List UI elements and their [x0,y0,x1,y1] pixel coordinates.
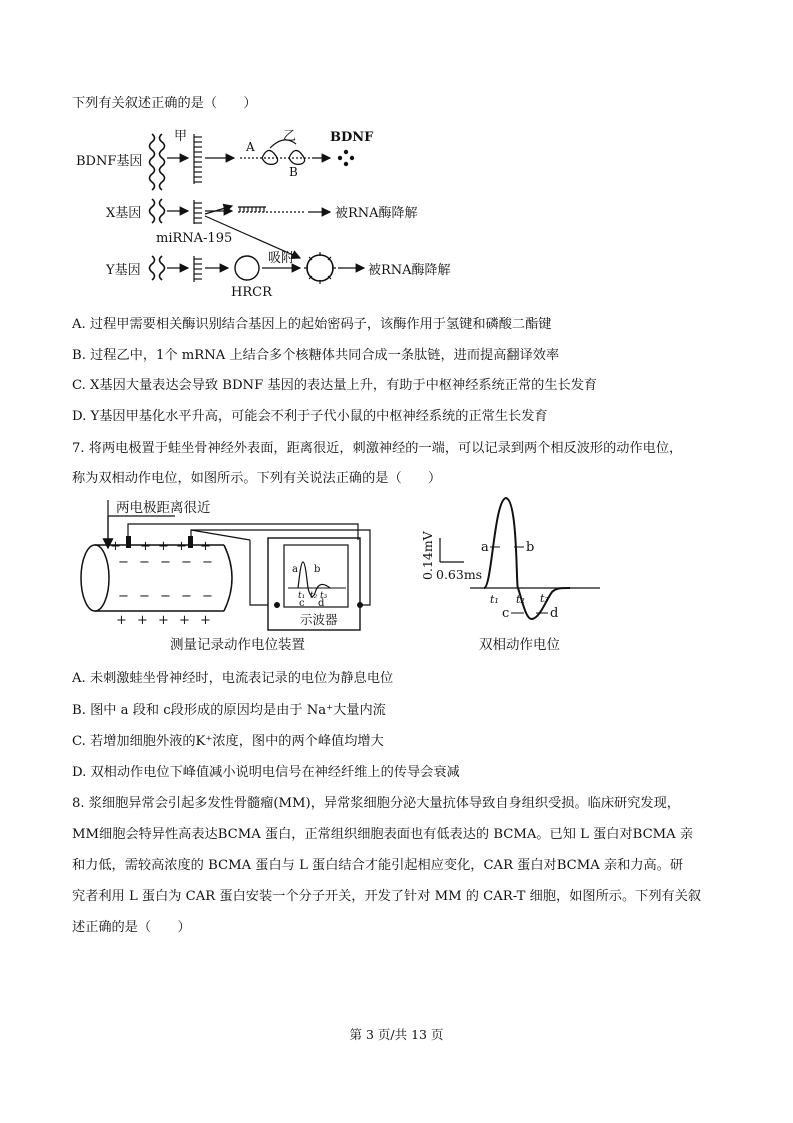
left-figure-caption: 测量记录动作电位装置 [170,637,305,653]
svg-text:+: + [110,539,121,554]
svg-text:t₂: t₂ [310,591,318,601]
q8-line-4: 究者利用 L 蛋白为 CAR 蛋白安装一个分子开关，开发了针对 MM 的 CAR-T 细胞，如图所示。下列有关叙 [72,889,702,904]
right-figure-caption: 双相动作电位 [479,637,560,653]
svg-text:+: + [200,613,211,628]
t3-label: t₃ [540,592,549,605]
svg-text:−: − [181,589,192,604]
phase-a-label: a [481,540,489,555]
x-gene-label: X基因 [106,206,142,221]
q8-line-1: 8. 浆细胞异常会引起多发性骨髓瘤(MM)，异常浆细胞分泌大量抗体导致自身组织受损。临床研究发现， [72,796,680,811]
phase-d-label: d [550,606,559,621]
scale-time-label: 0.63ms [436,567,483,582]
question-intro: 下列有关叙述正确的是（ ） [72,96,257,111]
phase-c-label: c [502,606,510,621]
svg-text:+: + [176,539,187,554]
svg-text:+: + [158,613,169,628]
q6-option-b: B. 过程乙中，1个 mRNA 上结合多个核糖体共同合成一条肽链，进而提高翻译效率 [72,348,560,363]
svg-text:−: − [160,589,171,604]
adsorb-label: 吸附 [268,251,295,266]
svg-text:−: − [202,589,213,604]
oscilloscope-label: 示波器 [300,612,338,627]
q8-line-2: MM细胞会特异性高表达BCMA 蛋白，正常组织细胞表面也有低表达的 BCMA。已知 L 蛋白对BCMA 亲 [72,827,694,842]
process-jia-label: 甲 [174,129,188,144]
q7-option-b: B. 图中 a 段和 c段形成的原因均是由于 Na⁺大量内流 [72,703,386,718]
q6-option-a: A. 过程甲需要相关酶识别结合基因上的起始密码子，该酶作用于氢键和磷酸二酯键 [72,317,552,332]
scale-voltage-label: 0.14mV [420,531,435,580]
label-b: B [289,165,298,179]
svg-text:+: + [116,613,127,628]
q7-stem-line-1: 7. 将两电极置于蛙坐骨神经外表面，距离很近，刺激神经的一端，可以记录到两个相反波形的动作电位， [72,441,683,456]
q8-line-5: 述正确的是（ ） [72,920,191,935]
svg-text:+: + [200,539,211,554]
svg-text:+: + [140,539,151,554]
degrade-label-2: 被RNA酶降解 [368,263,451,278]
svg-text:c: c [299,598,305,609]
svg-text:b: b [314,564,321,575]
q7-option-d: D. 双相动作电位下峰值减小说明电信号在神经纤维上的传导会衰减 [72,765,460,780]
phase-b-label: b [526,540,535,555]
q7-option-c: C. 若增加细胞外液的K⁺浓度，图中的两个峰值均增大 [72,734,384,749]
svg-text:−: − [118,555,129,570]
svg-text:−: − [202,555,213,570]
bdnf-gene-label: BDNF基因 [76,154,143,169]
q7-option-a: A. 未刺激蛙坐骨神经时，电流表记录的电位为静息电位 [72,671,394,686]
label-yi: 乙 [283,129,297,144]
svg-text:+: + [158,539,169,554]
bdnf-protein-label: BDNF [330,130,374,145]
page-footer: 第 3 页/共 13 页 [349,1027,444,1042]
q6-option-c: C. X基因大量表达会导致 BDNF 基因的表达量上升，有助于中枢神经系统正常的生长发育 [72,378,598,393]
q8-line-3: 和力低，需较高浓度的 BCMA 蛋白与 L 蛋白结合才能引起相应变化，CAR 蛋白对BCMA 亲和力高。研 [72,858,684,873]
svg-text:a: a [292,564,298,575]
svg-text:−: − [160,555,171,570]
svg-text:+: + [137,613,148,628]
svg-text:−: − [181,555,192,570]
electrode-distance-label: 两电极距离很近 [116,500,211,516]
svg-text:t₃: t₃ [320,591,328,601]
svg-text:+: + [179,613,190,628]
q6-option-d: D. Y基因甲基化水平升高，可能会不利于子代小鼠的中枢神经系统的正常生长发育 [72,409,548,424]
t1-label: t₁ [490,593,499,606]
label-a: A [246,140,255,154]
svg-text:−: − [118,589,129,604]
q7-stem-line-2: 称为双相动作电位，如图所示。下列有关说法正确的是（ ） [72,471,442,486]
svg-text:d: d [318,598,325,609]
y-gene-label: Y基因 [106,263,141,278]
degrade-label-1: 被RNA酶降解 [335,206,418,221]
hrcr-label: HRCR [231,285,272,300]
t2-label: t₂ [516,593,525,606]
svg-text:t₁: t₁ [298,591,306,601]
mirna-label: miRNA-195 [156,231,233,246]
svg-text:−: − [139,589,150,604]
svg-text:−: − [139,555,150,570]
